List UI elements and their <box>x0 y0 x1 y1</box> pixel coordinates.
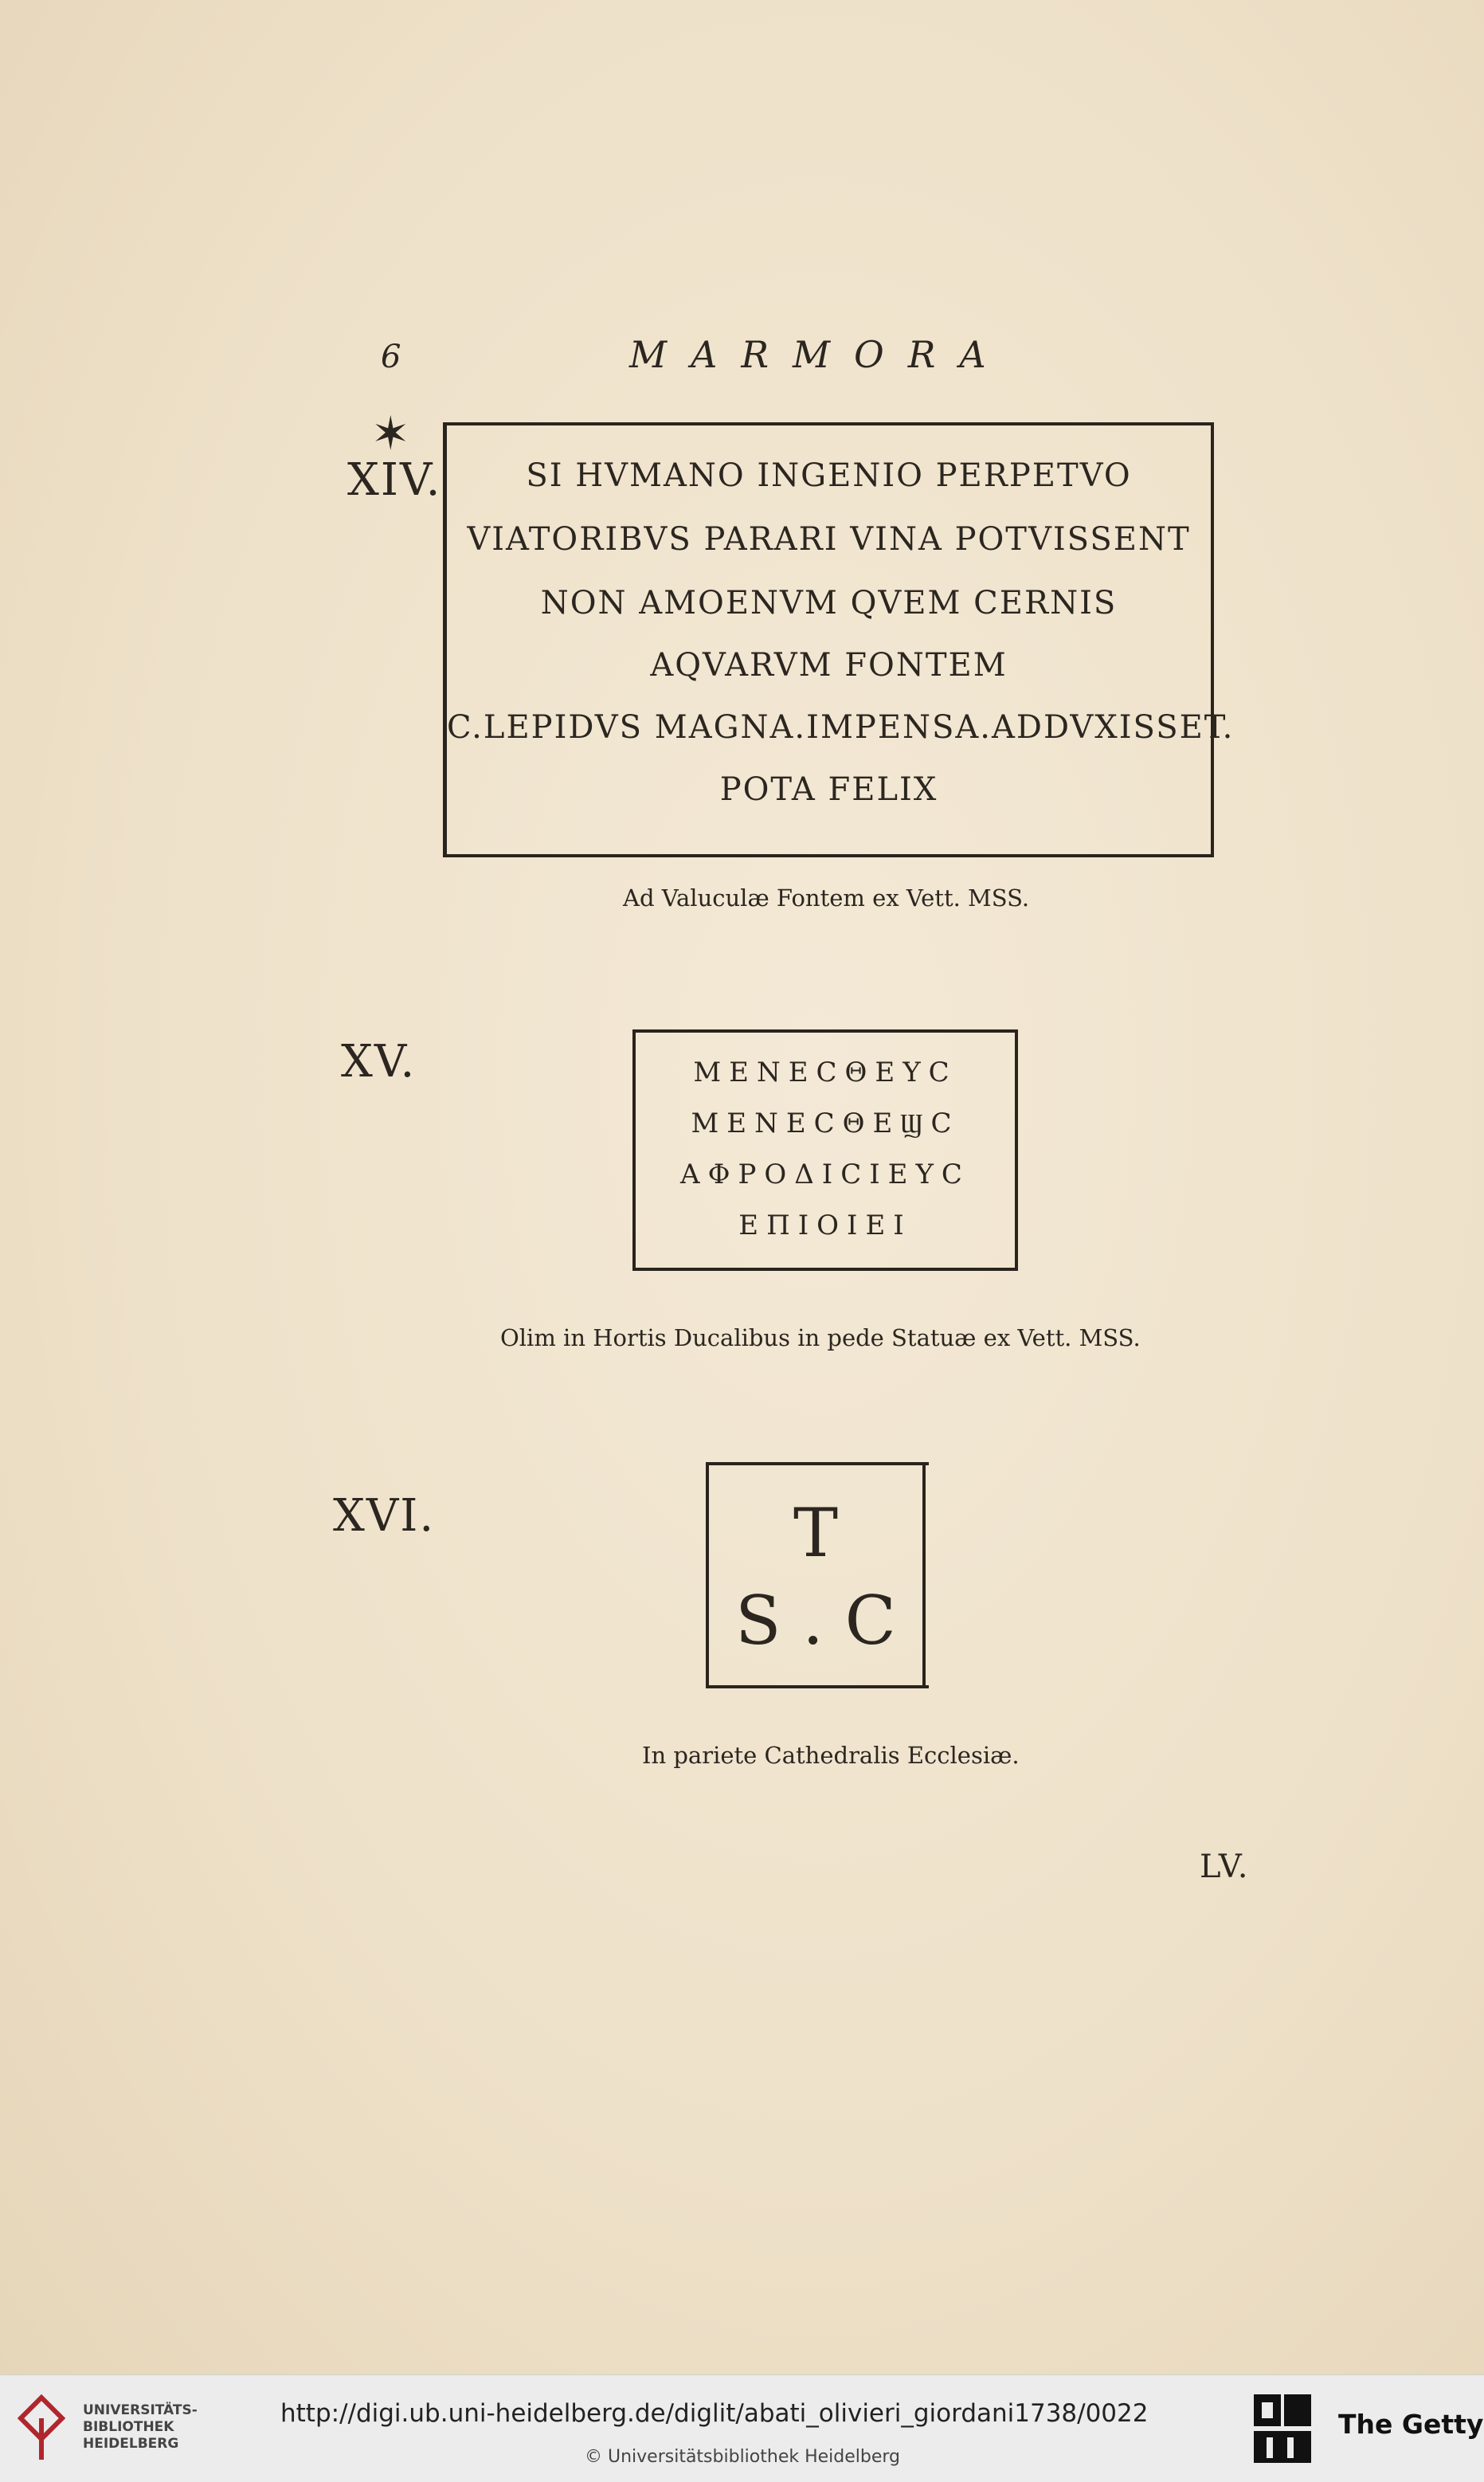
inscription-caption: In pariete Cathedralis Ecclesiæ. <box>642 1742 1020 1769</box>
inscription-line: S . C <box>735 1582 896 1660</box>
inscription-line: AQVARVM FONTEM <box>650 647 1008 684</box>
sponsor-name[interactable]: The Getty <box>1338 2409 1484 2440</box>
uni-heidelberg-logo-icon[interactable] <box>18 2394 65 2463</box>
inscription-line: VIATORIBVS PARARI VINA POTVISSENT <box>467 521 1191 558</box>
inscription-line: ΑΦΡΟΔΙϹΙΕΥϹ <box>680 1159 970 1190</box>
inscription-line: ΕΠΙΟΙΕΙ <box>738 1210 912 1241</box>
star-mark-icon: ✶ <box>371 406 410 461</box>
inscription-line: POTA FELIX <box>719 771 938 808</box>
inscription-frame <box>443 422 1235 857</box>
getty-logo-icon[interactable] <box>1251 2391 1314 2468</box>
inscription-caption: Olim in Hortis Ducalibus in pede Statuæ ex Vett. MSS. <box>500 1324 1141 1351</box>
inscription-numeral: XVI. <box>333 1490 436 1542</box>
copyright-notice: © Universitätsbibliothek Heidelberg <box>585 2447 901 2467</box>
library-name-line: HEIDELBERG <box>83 2436 179 2452</box>
inscription-frame <box>632 1029 1018 1271</box>
permalink[interactable]: http://digi.ub.uni-heidelberg.de/diglit/abati_olivieri_giordani1738/0022 <box>280 2399 1149 2428</box>
catchword: LV. <box>1200 1849 1250 1885</box>
frame-top-rule <box>709 1462 929 1465</box>
viewer-footer <box>0 2374 1484 2482</box>
inscription-line: ΜΕΝΕϹΘΕΥϹ <box>693 1057 957 1088</box>
inscription-line: NON AMOENVM QVEM CERNIS <box>540 585 1118 621</box>
inscription-line: ΜΕΝΕϹΘΕϢϹ <box>691 1108 960 1139</box>
inscription-numeral: XV. <box>341 1036 417 1088</box>
inscription-line: SI HVMANO INGENIO PERPETVO <box>526 457 1132 494</box>
inscription-line: T <box>793 1494 839 1572</box>
frame-bottom-rule <box>709 1685 929 1688</box>
running-title: MARMORA <box>629 333 1010 376</box>
inscription-caption: Ad Valuculæ Fontem ex Vett. MSS. <box>623 884 1030 912</box>
inscription-frame <box>706 1462 926 1688</box>
page-number: 6 <box>381 339 401 375</box>
library-name-line: UNIVERSITÄTS- <box>83 2402 198 2418</box>
library-name <box>83 2402 198 2453</box>
inscription-line: C.LEPIDVS MAGNA.IMPENSA.ADDVXISSET. <box>447 709 1235 746</box>
inscription-numeral: XIV. <box>347 454 442 506</box>
library-name-line: BIBLIOTHEK <box>83 2419 174 2435</box>
